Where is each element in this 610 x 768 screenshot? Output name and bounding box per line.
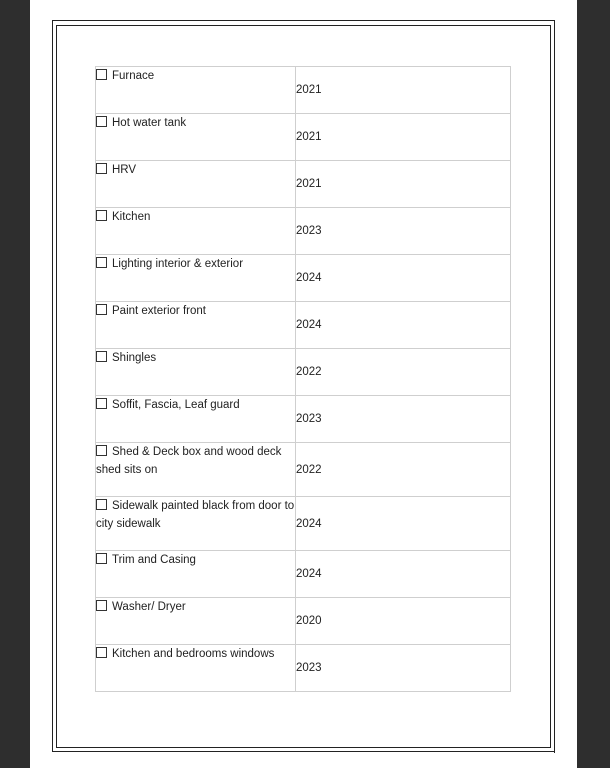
task-cell — [96, 396, 296, 443]
task-cell — [96, 255, 296, 302]
table-row — [96, 598, 511, 645]
table-row — [96, 208, 511, 255]
task-cell — [96, 598, 296, 645]
year-cell: 2024 — [296, 302, 511, 349]
year-cell: 2020 — [296, 598, 511, 645]
task-label: HRV — [112, 164, 137, 176]
task-label: Hot water tank — [112, 117, 187, 129]
table-row — [96, 255, 511, 302]
task-cell — [96, 551, 296, 598]
task-label: Trim and Casing — [112, 554, 196, 566]
year-cell: 2024 — [296, 497, 511, 551]
task-label: Kitchen — [112, 211, 151, 223]
checkbox[interactable] — [96, 600, 107, 611]
year-cell: 2023 — [296, 396, 511, 443]
year-cell: 2024 — [296, 551, 511, 598]
table-row — [96, 645, 511, 692]
year-cell: 2023 — [296, 208, 511, 255]
task-cell — [96, 302, 296, 349]
task-cell — [96, 497, 296, 551]
year-cell: 2022 — [296, 349, 511, 396]
checkbox[interactable] — [96, 304, 107, 315]
task-label: Lighting interior & exterior — [112, 258, 244, 270]
table-row — [96, 349, 511, 396]
checkbox[interactable] — [96, 351, 107, 362]
checkbox[interactable] — [96, 499, 107, 510]
task-cell — [96, 114, 296, 161]
task-label: Kitchen and bedrooms windows — [112, 648, 275, 660]
year-cell: 2024 — [296, 255, 511, 302]
task-cell — [96, 443, 296, 497]
page-border-top-line — [52, 20, 555, 21]
year-cell: 2022 — [296, 443, 511, 497]
task-label: Shingles — [112, 352, 157, 364]
table-row — [96, 443, 511, 497]
task-cell — [96, 645, 296, 692]
checkbox[interactable] — [96, 69, 107, 80]
checkbox[interactable] — [96, 398, 107, 409]
task-label: Furnace — [112, 70, 155, 82]
task-cell — [96, 208, 296, 255]
table-row — [96, 302, 511, 349]
task-cell — [96, 67, 296, 114]
checkbox[interactable] — [96, 163, 107, 174]
task-label: Sidewalk painted black from door to city sidewalk — [96, 500, 295, 530]
table-row — [96, 114, 511, 161]
table-row — [96, 67, 511, 114]
task-label: Soffit, Fascia, Leaf guard — [112, 399, 240, 411]
page-border-right-line — [554, 20, 555, 753]
document-page — [30, 0, 577, 768]
year-cell: 2021 — [296, 67, 511, 114]
task-label: Paint exterior front — [112, 305, 206, 317]
checkbox[interactable] — [96, 553, 107, 564]
year-cell: 2021 — [296, 161, 511, 208]
table-row — [96, 396, 511, 443]
checkbox[interactable] — [96, 116, 107, 127]
maintenance-checklist-table — [95, 66, 511, 692]
table-row — [96, 161, 511, 208]
checkbox[interactable] — [96, 257, 107, 268]
table-row — [96, 497, 511, 551]
year-cell: 2023 — [296, 645, 511, 692]
table-row — [96, 551, 511, 598]
checkbox[interactable] — [96, 647, 107, 658]
checkbox[interactable] — [96, 445, 107, 456]
task-label: Washer/ Dryer — [112, 601, 186, 613]
task-cell — [96, 349, 296, 396]
checkbox[interactable] — [96, 210, 107, 221]
task-cell — [96, 161, 296, 208]
year-cell: 2021 — [296, 114, 511, 161]
task-label: Shed & Deck box and wood deck shed sits on — [96, 446, 282, 476]
